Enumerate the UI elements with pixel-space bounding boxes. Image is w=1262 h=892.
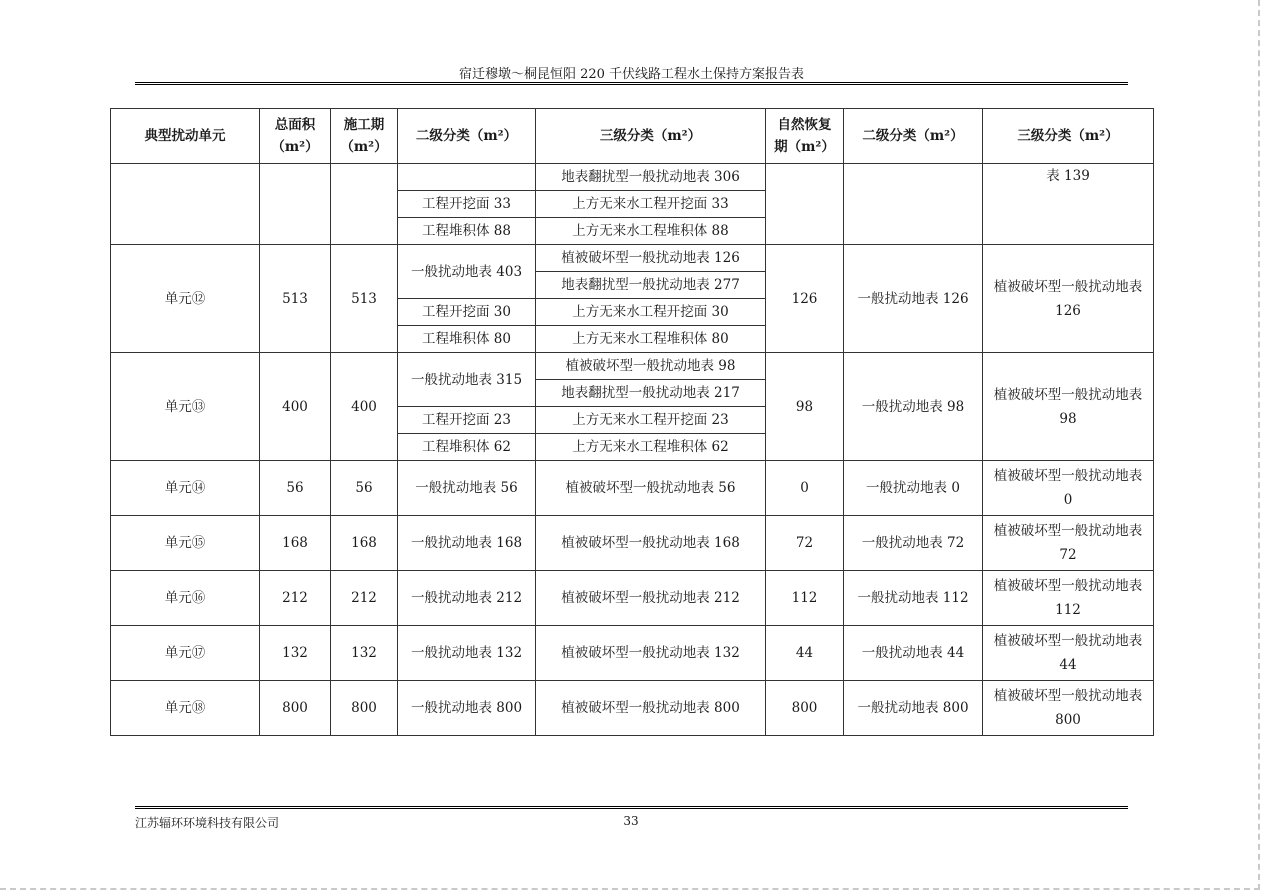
header-unit: 典型扰动单元: [111, 109, 260, 164]
unit-recover-cell: 72: [766, 516, 844, 571]
cont-period-cell: [331, 164, 398, 245]
unit-recover-cell: 0: [766, 461, 844, 516]
unit-period-cell: 212: [331, 571, 398, 626]
unit-level3-cell: 上方无来水工程开挖面 23: [536, 407, 766, 434]
unit-recover-cell: 800: [766, 681, 844, 736]
unit-recover-cell: 112: [766, 571, 844, 626]
unit-area-cell: 168: [260, 516, 331, 571]
disturbance-unit-table: [110, 108, 1154, 736]
unit-area-cell: 513: [260, 245, 331, 353]
unit-level3-cell: 上方无来水工程开挖面 30: [536, 299, 766, 326]
table-row: [111, 245, 1154, 272]
unit-recover-level3-cell: 植被破坏型一般扰动地表 112: [983, 571, 1154, 626]
unit-level2-cell: 一般扰动地表 403: [398, 245, 536, 299]
unit-recover-cell: 44: [766, 626, 844, 681]
cont-level2-cell: 工程开挖面 33: [398, 191, 536, 218]
unit-recover-level2-cell: 一般扰动地表 72: [844, 516, 983, 571]
page-number: 33: [623, 814, 639, 828]
cont-recover-cell: [766, 164, 844, 245]
unit-recover-level3-cell: 植被破坏型一般扰动地表 800: [983, 681, 1154, 736]
unit-area-cell: 400: [260, 353, 331, 461]
unit-recover-level2-cell: 一般扰动地表 800: [844, 681, 983, 736]
cont-level3-cell: 地表翻扰型一般扰动地表 306: [536, 164, 766, 191]
table-row: [111, 681, 1154, 736]
unit-name-cell: 单元⑬: [111, 353, 260, 461]
unit-recover-level3-cell: 植被破坏型一般扰动地表 98: [983, 353, 1154, 461]
unit-recover-level3-cell: 植被破坏型一般扰动地表 126: [983, 245, 1154, 353]
unit-level3-cell: 植被破坏型一般扰动地表 168: [536, 516, 766, 571]
table-header-row: [111, 109, 1154, 164]
unit-name-cell: 单元⑭: [111, 461, 260, 516]
unit-level2-cell: 工程堆积体 80: [398, 326, 536, 353]
header-level2: 二级分类（m²）: [398, 109, 536, 164]
cont-recover-level2-cell: [844, 164, 983, 245]
unit-period-cell: 168: [331, 516, 398, 571]
unit-level2-cell: 一般扰动地表 800: [398, 681, 536, 736]
unit-level3-cell: 上方无来水工程堆积体 62: [536, 434, 766, 461]
table-row: [111, 164, 1154, 191]
table-row: [111, 571, 1154, 626]
cont-recover-level3-cell: 表 139: [983, 164, 1154, 245]
document-header-title: 宿迁穆墩～桐昆恒阳 220 千伏线路工程水土保持方案报告表: [458, 67, 805, 82]
unit-level2-cell: 工程堆积体 62: [398, 434, 536, 461]
header-rule: [135, 82, 1128, 85]
header-recovery-level3: 三级分类（m²）: [983, 109, 1154, 164]
unit-level3-cell: 植被破坏型一般扰动地表 98: [536, 353, 766, 380]
table-row: [111, 353, 1154, 380]
unit-level3-cell: 植被破坏型一般扰动地表 212: [536, 571, 766, 626]
cont-level3-cell: 上方无来水工程堆积体 88: [536, 218, 766, 245]
header-level3: 三级分类（m²）: [536, 109, 766, 164]
cont-area-cell: [260, 164, 331, 245]
cont-level2-cell: 工程堆积体 88: [398, 218, 536, 245]
footer-company: 江苏辐环环境科技有限公司: [135, 816, 280, 830]
unit-name-cell: 单元⑱: [111, 681, 260, 736]
table-row: [111, 516, 1154, 571]
unit-level3-cell: 上方无来水工程堆积体 80: [536, 326, 766, 353]
unit-name-cell: 单元⑫: [111, 245, 260, 353]
unit-level2-cell: 一般扰动地表 132: [398, 626, 536, 681]
unit-level3-cell: 植被破坏型一般扰动地表 126: [536, 245, 766, 272]
unit-recover-cell: 126: [766, 245, 844, 353]
unit-area-cell: 212: [260, 571, 331, 626]
unit-recover-level3-cell: 植被破坏型一般扰动地表 0: [983, 461, 1154, 516]
unit-level3-cell: 植被破坏型一般扰动地表 56: [536, 461, 766, 516]
unit-name-cell: 单元⑮: [111, 516, 260, 571]
cont-level3-cell: 上方无来水工程开挖面 33: [536, 191, 766, 218]
unit-period-cell: 800: [331, 681, 398, 736]
unit-level2-cell: 工程开挖面 30: [398, 299, 536, 326]
unit-level2-cell: 工程开挖面 23: [398, 407, 536, 434]
unit-level3-cell: 地表翻扰型一般扰动地表 277: [536, 272, 766, 299]
unit-area-cell: 56: [260, 461, 331, 516]
unit-period-cell: 513: [331, 245, 398, 353]
unit-recover-level2-cell: 一般扰动地表 112: [844, 571, 983, 626]
unit-recover-level2-cell: 一般扰动地表 44: [844, 626, 983, 681]
unit-level3-cell: 植被破坏型一般扰动地表 800: [536, 681, 766, 736]
unit-level3-cell: 植被破坏型一般扰动地表 132: [536, 626, 766, 681]
unit-level2-cell: 一般扰动地表 212: [398, 571, 536, 626]
header-total-area: 总面积 （m²）: [260, 109, 331, 164]
table-row: [111, 626, 1154, 681]
unit-name-cell: 单元⑰: [111, 626, 260, 681]
header-construction-period: 施工期 （m²）: [331, 109, 398, 164]
unit-area-cell: 800: [260, 681, 331, 736]
unit-level3-cell: 地表翻扰型一般扰动地表 217: [536, 380, 766, 407]
cont-level2-cell: [398, 164, 536, 191]
unit-recover-level3-cell: 植被破坏型一般扰动地表 44: [983, 626, 1154, 681]
unit-level2-cell: 一般扰动地表 168: [398, 516, 536, 571]
unit-recover-level2-cell: 一般扰动地表 98: [844, 353, 983, 461]
unit-level2-cell: 一般扰动地表 315: [398, 353, 536, 407]
header-natural-recovery: 自然恢复 期（m²）: [766, 109, 844, 164]
unit-recover-cell: 98: [766, 353, 844, 461]
unit-period-cell: 400: [331, 353, 398, 461]
unit-recover-level2-cell: 一般扰动地表 126: [844, 245, 983, 353]
unit-recover-level3-cell: 植被破坏型一般扰动地表 72: [983, 516, 1154, 571]
table-row: [111, 461, 1154, 516]
unit-period-cell: 132: [331, 626, 398, 681]
unit-period-cell: 56: [331, 461, 398, 516]
header-recovery-level2: 二级分类（m²）: [844, 109, 983, 164]
unit-area-cell: 132: [260, 626, 331, 681]
unit-name-cell: 单元⑯: [111, 571, 260, 626]
unit-recover-level2-cell: 一般扰动地表 0: [844, 461, 983, 516]
footer-rule: [135, 806, 1128, 809]
unit-level2-cell: 一般扰动地表 56: [398, 461, 536, 516]
cont-unit-cell: [111, 164, 260, 245]
